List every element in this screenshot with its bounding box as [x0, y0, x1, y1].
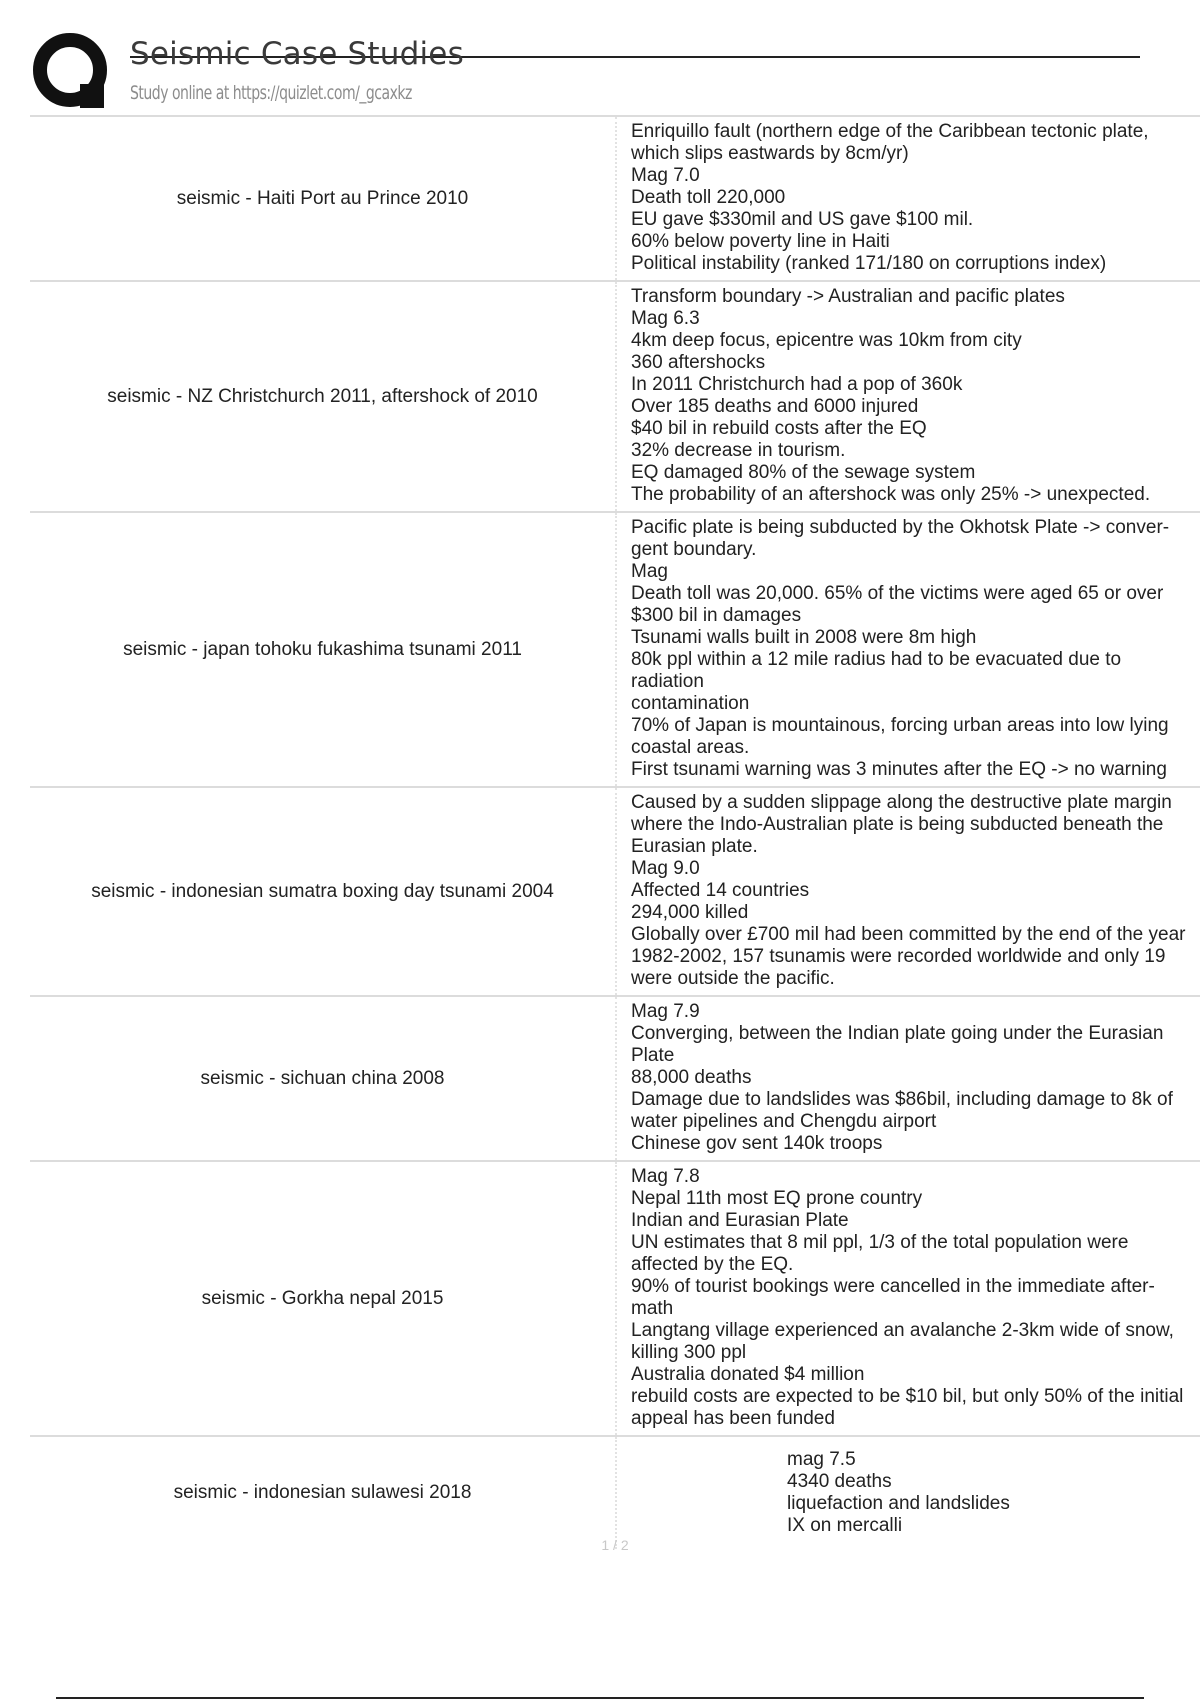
definition-line: 294,000 killed: [631, 902, 749, 923]
flashcard: [30, 1437, 1200, 1549]
definition-line: Over 185 deaths and 6000 injured: [631, 396, 919, 417]
definition-line: Enriquillo fault (northern edge of the Caribbean tectonic plate,: [631, 121, 1149, 142]
definition-line: Mag: [631, 561, 668, 582]
card-definition: [615, 788, 1200, 995]
definition-line: 80k ppl within a 12 mile radius had to be evacuated due to radiation: [631, 649, 1127, 692]
definition-line: EQ damaged 80% of the sewage system: [631, 462, 976, 483]
definition-line: In 2011 Christchurch had a pop of 360k: [631, 374, 963, 395]
definition-line: 4340 deaths: [787, 1471, 892, 1492]
definition-line: Pacific plate is being subducted by the Okhotsk Plate -> conver-: [631, 517, 1170, 538]
definition-line: Mag 9.0: [631, 858, 700, 879]
definition-line: gent boundary.: [631, 539, 757, 560]
flashcard: [30, 788, 1200, 997]
flashcard: [30, 282, 1200, 513]
definition-line: mag 7.5: [787, 1449, 856, 1470]
definition-line: rebuild costs are expected to be $10 bil, but only 50% of the initial: [631, 1386, 1184, 1407]
flashcard: [30, 115, 1200, 282]
definition-line: 360 aftershocks: [631, 352, 766, 373]
card-term: seismic - Gorkha nepal 2015: [201, 1287, 444, 1309]
page-number: 1 / 2: [601, 1537, 629, 1553]
definition-line: 88,000 deaths: [631, 1067, 752, 1088]
definition-line: Death toll 220,000: [631, 187, 786, 208]
definition-line: 90% of tourist bookings were cancelled in the immediate after-: [631, 1276, 1155, 1297]
definition-line: Chinese gov sent 140k troops: [631, 1133, 883, 1154]
definition-line: Mag 7.0: [631, 165, 700, 186]
study-online-link-text: Study online at https://quizlet.com/_gcaxkz: [130, 82, 412, 104]
definition-line: Eurasian plate.: [631, 836, 758, 857]
footer-rule: [56, 1697, 1144, 1699]
page-header: [30, 30, 1140, 115]
card-definition: [615, 117, 1200, 280]
definition-line: Plate: [631, 1045, 675, 1066]
definition-line: Nepal 11th most EQ prone country: [631, 1188, 923, 1209]
page-title: Seismic Case Studies: [130, 36, 464, 72]
definition-line: Converging, between the Indian plate going under the Eurasian: [631, 1023, 1164, 1044]
definition-line: 60% below poverty line in Haiti: [631, 231, 890, 252]
definition-line: math: [631, 1298, 674, 1319]
definition-line: First tsunami warning was 3 minutes after the EQ -> no warning: [631, 759, 1167, 780]
definition-line: affected by the EQ.: [631, 1254, 794, 1275]
card-term: seismic - Haiti Port au Prince 2010: [176, 187, 469, 209]
card-definition: [615, 997, 1200, 1160]
definition-line: 70% of Japan is mountainous, forcing urban areas into low lying: [631, 715, 1169, 736]
definition-line: were outside the pacific.: [631, 968, 835, 989]
definition-line: UN estimates that 8 mil ppl, 1/3 of the total population were: [631, 1232, 1129, 1253]
card-term: seismic - japan tohoku fukashima tsunami 2011: [123, 638, 522, 660]
definition-line: Damage due to landslides was $86bil, including damage to 8k of: [631, 1089, 1173, 1110]
card-definition: [615, 1162, 1200, 1435]
flashcard: [30, 1162, 1200, 1437]
definition-line: Mag 6.3: [631, 308, 700, 329]
definition-line: killing 300 ppl: [631, 1342, 747, 1363]
definition-line: which slips eastwards by 8cm/yr): [631, 143, 909, 164]
definition-line: EU gave $330mil and US gave $100 mil.: [631, 209, 974, 230]
definition-line: liquefaction and landslides: [787, 1493, 1010, 1514]
definition-line: Globally over £700 mil had been committed by the end of the year: [631, 924, 1186, 945]
definition-line: $300 bil in damages: [631, 605, 802, 626]
card-term: seismic - indonesian sumatra boxing day tsunami 2004: [91, 880, 554, 902]
definition-line: Mag 7.9: [631, 1001, 700, 1022]
definition-line: The probability of an aftershock was only 25% -> unexpected.: [631, 484, 1151, 505]
definition-line: IX on mercalli: [787, 1515, 903, 1536]
card-term: seismic - NZ Christchurch 2011, aftershock of 2010: [107, 385, 538, 407]
card-term: seismic - indonesian sulawesi 2018: [173, 1482, 472, 1503]
definition-line: Death toll was 20,000. 65% of the victims were aged 65 or over: [631, 583, 1164, 604]
card-definition: [615, 513, 1200, 786]
definition-line: contamination: [631, 693, 750, 714]
card-definition: [615, 1437, 1200, 1549]
definition-line: 1982-2002, 157 tsunamis were recorded worldwide and only 19: [631, 946, 1166, 967]
flashcard-list: [30, 115, 1200, 1549]
flashcard: [30, 997, 1200, 1162]
definition-line: Australia donated $4 million: [631, 1364, 865, 1385]
definition-line: Caused by a sudden slippage along the destructive plate margin: [631, 792, 1172, 813]
definition-line: where the Indo-Australian plate is being subducted beneath the: [631, 814, 1164, 835]
definition-line: 4km deep focus, epicentre was 10km from city: [631, 330, 1022, 351]
definition-line: 32% decrease in tourism.: [631, 440, 846, 461]
definition-line: Affected 14 countries: [631, 880, 810, 901]
definition-line: Transform boundary -> Australian and pacific plates: [631, 286, 1065, 307]
definition-line: Political instability (ranked 171/180 on corruptions index): [631, 253, 1107, 274]
card-definition: [615, 282, 1200, 511]
definition-line: water pipelines and Chengdu airport: [631, 1111, 937, 1132]
definition-line: coastal areas.: [631, 737, 750, 758]
card-term: seismic - sichuan china 2008: [200, 1067, 445, 1089]
definition-line: Langtang village experienced an avalanche 2-3km wide of snow,: [631, 1320, 1174, 1341]
definition-line: Tsunami walls built in 2008 were 8m high: [631, 627, 977, 648]
definition-line: $40 bil in rebuild costs after the EQ: [631, 418, 927, 439]
definition-line: Indian and Eurasian Plate: [631, 1210, 849, 1231]
flashcard: [30, 513, 1200, 788]
quizlet-logo-icon: [30, 30, 112, 112]
definition-line: Mag 7.8: [631, 1166, 700, 1187]
definition-line: appeal has been funded: [631, 1408, 835, 1429]
